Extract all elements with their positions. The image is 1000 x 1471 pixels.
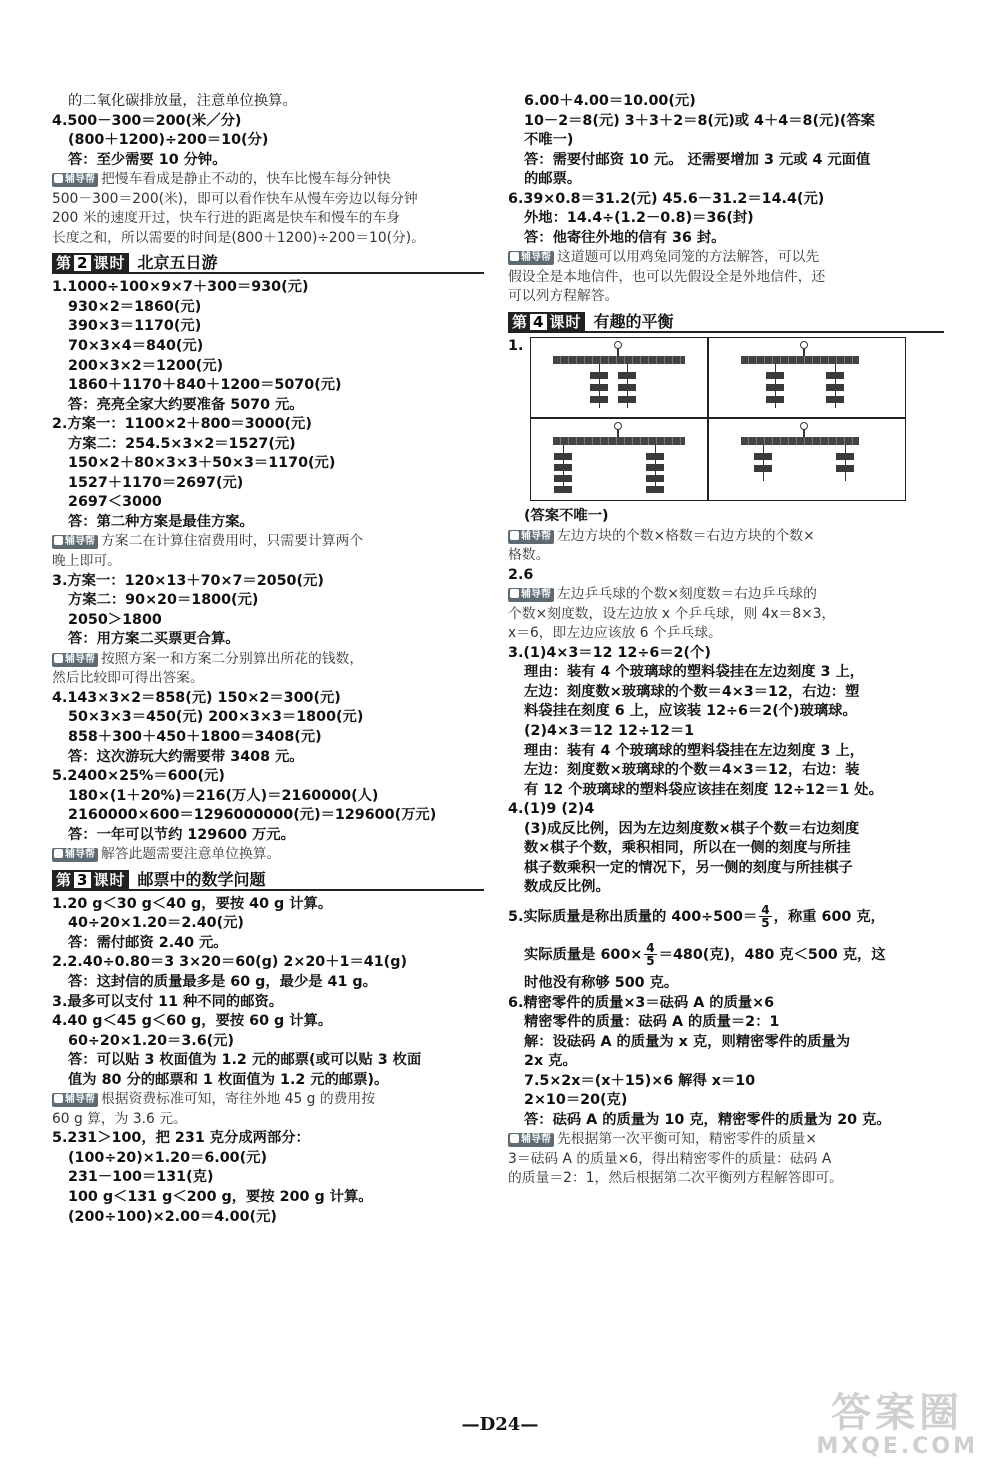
helper-icon [510, 589, 519, 598]
lesson-header: 第 3 课时 邮票中的数学问题 [52, 867, 484, 891]
balance-diagram [531, 338, 707, 417]
q2-line: 方案二：254.5×3×2＝1527(元) [68, 435, 296, 452]
balance-figure [530, 337, 906, 501]
q6-line: 6.39×0.8＝31.2(元) 45.6－31.2＝14.4(元) [508, 190, 825, 207]
intro-text: 的二氧化碳排放量，注意单位换算。 [68, 93, 297, 109]
q3-line: 方案二：90×20＝1800(元) [68, 592, 259, 609]
q1-answer: 答：亮亮全家大约要准备 5070 元。 [68, 396, 304, 413]
q4-line: (800＋1200)÷200＝10(分) [68, 132, 269, 149]
q4-answer: 答：至少需要 10 分钟。 [68, 151, 227, 168]
q5-answer: 答：一年可以节约 129600 万元。 [68, 826, 295, 843]
helper-icon [54, 849, 63, 858]
balance-diagram [709, 338, 905, 417]
q1-label: 1. [508, 338, 524, 355]
right-column [508, 92, 944, 1189]
q3-line: 3.(1)4×3＝12 12÷6＝2(个) [508, 644, 711, 661]
q5-line: 时他没有称够 500 克。 [524, 974, 679, 991]
helper-icon [54, 536, 63, 545]
tip-block: 辅导帮 把慢车看成是静止不动的，快车比慢车每分钟快 500－300＝200(米)，即可以看作快车从慢车旁边以每分钟 200 米的速度开过，快车行进的距离是快车和慢车的车身 长度之和，所以需要的时间是(800＋1200)÷200＝10(分)。 [52, 171, 425, 246]
q1-line: 1.1000÷100×9×7＋300＝930(元) [52, 279, 309, 296]
q4-line: 数×棋子个数，乘积相同，所以在一侧的刻度与所挂 [524, 840, 851, 857]
watermark: 答案圈 MXQE.COM [816, 1390, 978, 1459]
q1-line: 70×3×4＝840(元) [68, 338, 204, 355]
q2-answer: 答：这封信的质量最多是 60 g，最少是 41 g。 [68, 973, 377, 990]
q3-line: 有 12 个玻璃球的塑料袋应该挂在刻度 12÷12＝1 处。 [524, 781, 883, 798]
tip-block: 辅导帮 解答此题需要注意单位换算。 [52, 845, 484, 865]
q4-answer: 答：可以贴 3 枚面值为 1.2 元的邮票(或可以贴 3 枚面 [68, 1052, 422, 1069]
q5-line: 5.231＞100，把 231 克分成两部分： [52, 1130, 310, 1147]
q2-line: 2697＜3000 [68, 494, 162, 511]
q4-line: 数成反比例。 [524, 879, 610, 896]
q3-answer: 答：用方案二买票更合算。 [68, 631, 240, 648]
q6-line: 2×10＝20(克) [524, 1092, 628, 1109]
q4-line: 60÷20×1.20＝3.6(元) [68, 1032, 235, 1049]
q5-line: 100 g＜131 g＜200 g，要按 200 g 计算。 [68, 1188, 373, 1205]
q1-answer: 答：需付邮资 2.40 元。 [68, 934, 228, 951]
q6-line: 7.5×2x＝(x＋15)×6 解得 x＝10 [524, 1072, 756, 1089]
q5-line: 5.实际质量是称出质量的 400÷500＝ $\frac{4}{5}$ ，称重 600 克， [508, 903, 885, 931]
q6-answer: 答：砝码 A 的质量为 10 克，精密零件的质量为 20 克。 [524, 1111, 891, 1128]
q1-line: 1860＋1170＋840＋1200＝5070(元) [68, 377, 342, 394]
helper-icon [54, 654, 63, 663]
q4-answer: 值为 80 分的邮票和 1 枚面值为 1.2 元的邮票)。 [68, 1071, 389, 1088]
q2-line: 1527＋1170＝2697(元) [68, 474, 244, 491]
helper-icon [510, 252, 519, 261]
q6-line: 2x 克。 [524, 1053, 577, 1070]
q1-line: 390×3＝1170(元) [68, 318, 202, 335]
q4-answer: 答：这次游玩大约需要带 3408 元。 [68, 748, 304, 765]
q1-note: (答案不唯一) [524, 508, 609, 525]
q5-answer: 的邮票。 [524, 171, 582, 188]
lesson-title: 有趣的平衡 [593, 312, 674, 332]
q1-line: 930×2＝1860(元) [68, 298, 202, 315]
q6-answer: 答：他寄往外地的信有 36 封。 [524, 229, 726, 246]
balance-diagram [709, 419, 905, 500]
q2-line: 2.6 [508, 566, 534, 583]
q4-line: 4.143×3×2＝858(元) 150×2＝300(元) [52, 689, 341, 706]
q4-line: 4.(1)9 (2)4 [508, 801, 595, 818]
q5-line: 5.2400×25%＝600(元) [52, 768, 225, 785]
tip-block: 辅导帮 先根据第一次平衡可知，精密零件的质量× 3＝砝码 A 的质量×6，得出精密零件的质量：砝码 A 的质量＝2：1，然后根据第二次平衡列方程解答即可。 [508, 1131, 843, 1187]
tip-block: 辅导帮 方案二在计算住宿费用时，只需要计算两个 晚上即可。 [52, 533, 364, 570]
q5-line: 实际质量是 600× $\frac{4}{5}$ ＝480(克)，480 克＜500 克，这 [524, 941, 886, 969]
q3-line: 2050＞1800 [68, 611, 162, 628]
q5-line: 不唯一) [524, 132, 574, 149]
lesson-title: 邮票中的数学问题 [137, 869, 266, 889]
lesson-header: 第 2 课时 北京五日游 [52, 250, 484, 274]
q3-line: (2)4×3＝12 12÷12＝1 [524, 723, 695, 740]
q4-line: 4.500－300＝200(米／分) [52, 112, 242, 129]
tip-block: 辅导帮 这道题可以用鸡兔同笼的方法解答，可以先 假设全是本地信件，也可以先假设全是外地信件，还 可以列方程解答。 [508, 249, 826, 305]
fraction: $\frac{4}{5}$ [646, 941, 655, 969]
q2-line: 150×2＋80×3×3＋50×3＝1170(元) [68, 455, 336, 472]
q6-line: 精密零件的质量：砝码 A 的质量＝2：1 [524, 1014, 780, 1031]
q5-line: (200÷100)×2.00＝4.00(元) [68, 1208, 277, 1225]
q1-line: 1.20 g＜30 g＜40 g，要按 40 g 计算。 [52, 895, 333, 912]
tip-block: 辅导帮 按照方案一和方案二分别算出所花的钱数， 然后比较即可得出答案。 [52, 650, 364, 687]
q6-line: 6.精密零件的质量×3＝砝码 A 的质量×6 [508, 994, 775, 1011]
balance-diagram [531, 419, 707, 500]
q3-line: 左边：刻度数×玻璃球的个数＝4×3＝12，右边：装 [524, 762, 860, 779]
q3-line: 左边：刻度数×玻璃球的个数＝4×3＝12，右边：塑 [524, 683, 860, 700]
q2-line: 2.2.40÷0.80＝3 3×20＝60(g) 2×20＋1＝41(g) [52, 954, 407, 971]
helper-icon [54, 1094, 63, 1103]
q3-line: 理由：装有 4 个玻璃球的塑料袋挂在左边刻度 3 上， [524, 742, 865, 759]
q5-line: (100÷20)×1.20＝6.00(元) [68, 1149, 267, 1166]
q2-answer: 答：第二种方案是最佳方案。 [68, 513, 254, 530]
q5-line: 10－2＝8(元) 3＋3＋2＝8(元)或 4＋4＝8(元)(答案 [524, 112, 875, 129]
tip-badge: 辅导帮 [52, 173, 98, 187]
helper-icon [54, 174, 63, 183]
q5-answer: 答：需要付邮资 10 元。 还需要增加 3 元或 4 元面值 [524, 151, 871, 168]
q3-line: 理由：装有 4 个玻璃球的塑料袋挂在左边刻度 3 上， [524, 664, 865, 681]
q6-line: 外地：14.4÷(1.2－0.8)＝36(封) [524, 210, 754, 227]
q1-line: 200×3×2＝1200(元) [68, 357, 224, 374]
q5-line: 2160000×600＝1296000000(元)＝129600(万元) [68, 807, 437, 824]
tip-block: 辅导帮 左边方块的个数×格数＝右边方块的个数× 格数。 [508, 527, 815, 564]
tip-block: 辅导帮 根据资费标准可知，寄往外地 45 g 的费用按 60 g 算，为 3.6 元。 [52, 1091, 376, 1127]
q5-line: 231－100＝131(克) [68, 1169, 214, 1186]
page-number: —D24— [461, 1414, 539, 1435]
q1-line: 40÷20×1.20＝2.40(元) [68, 915, 244, 932]
lesson-title: 北京五日游 [137, 253, 218, 273]
q3-line: 3.方案一：120×13＋70×7＝2050(元) [52, 572, 324, 589]
q5-line: 180×(1＋20%)＝216(万人)＝2160000(人) [68, 787, 379, 804]
q4-line: (3)成反比例，因为左边刻度数×棋子个数＝右边刻度 [524, 820, 860, 837]
q3-line: 料袋挂在刻度 6 上，应该装 12÷6＝2(个)玻璃球。 [524, 703, 857, 720]
lesson-header: 第 4 课时 有趣的平衡 [508, 309, 944, 333]
q4-line: 4.40 g＜45 g＜60 g，要按 60 g 计算。 [52, 1013, 333, 1030]
q4-line: 棋子数乘积一定的情况下，另一侧的刻度与所挂棋子 [524, 859, 853, 876]
left-column [52, 92, 484, 1227]
helper-icon [510, 531, 519, 540]
helper-icon [510, 1134, 519, 1143]
q3-line: 3.最多可以支付 11 种不同的邮资。 [52, 993, 284, 1010]
q6-line: 解：设砝码 A 的质量为 x 克，则精密零件的质量为 [524, 1033, 851, 1050]
q4-line: 858＋300＋450＋1800＝3408(元) [68, 728, 322, 745]
fraction: $\frac{4}{5}$ [761, 903, 770, 931]
tip-block: 辅导帮 左边乒乓球的个数×刻度数＝右边乒乓球的 个数×刻度数，设左边放 x 个乒乓球，则 4x＝8×3， x＝6，即左边应该放 6 个乒乓球。 [508, 586, 836, 642]
q5-line: 6.00＋4.00＝10.00(元) [524, 93, 696, 109]
q2-line: 2.方案一：1100×2＋800＝3000(元) [52, 416, 312, 433]
q4-line: 50×3×3＝450(元) 200×3×3＝1800(元) [68, 709, 364, 726]
